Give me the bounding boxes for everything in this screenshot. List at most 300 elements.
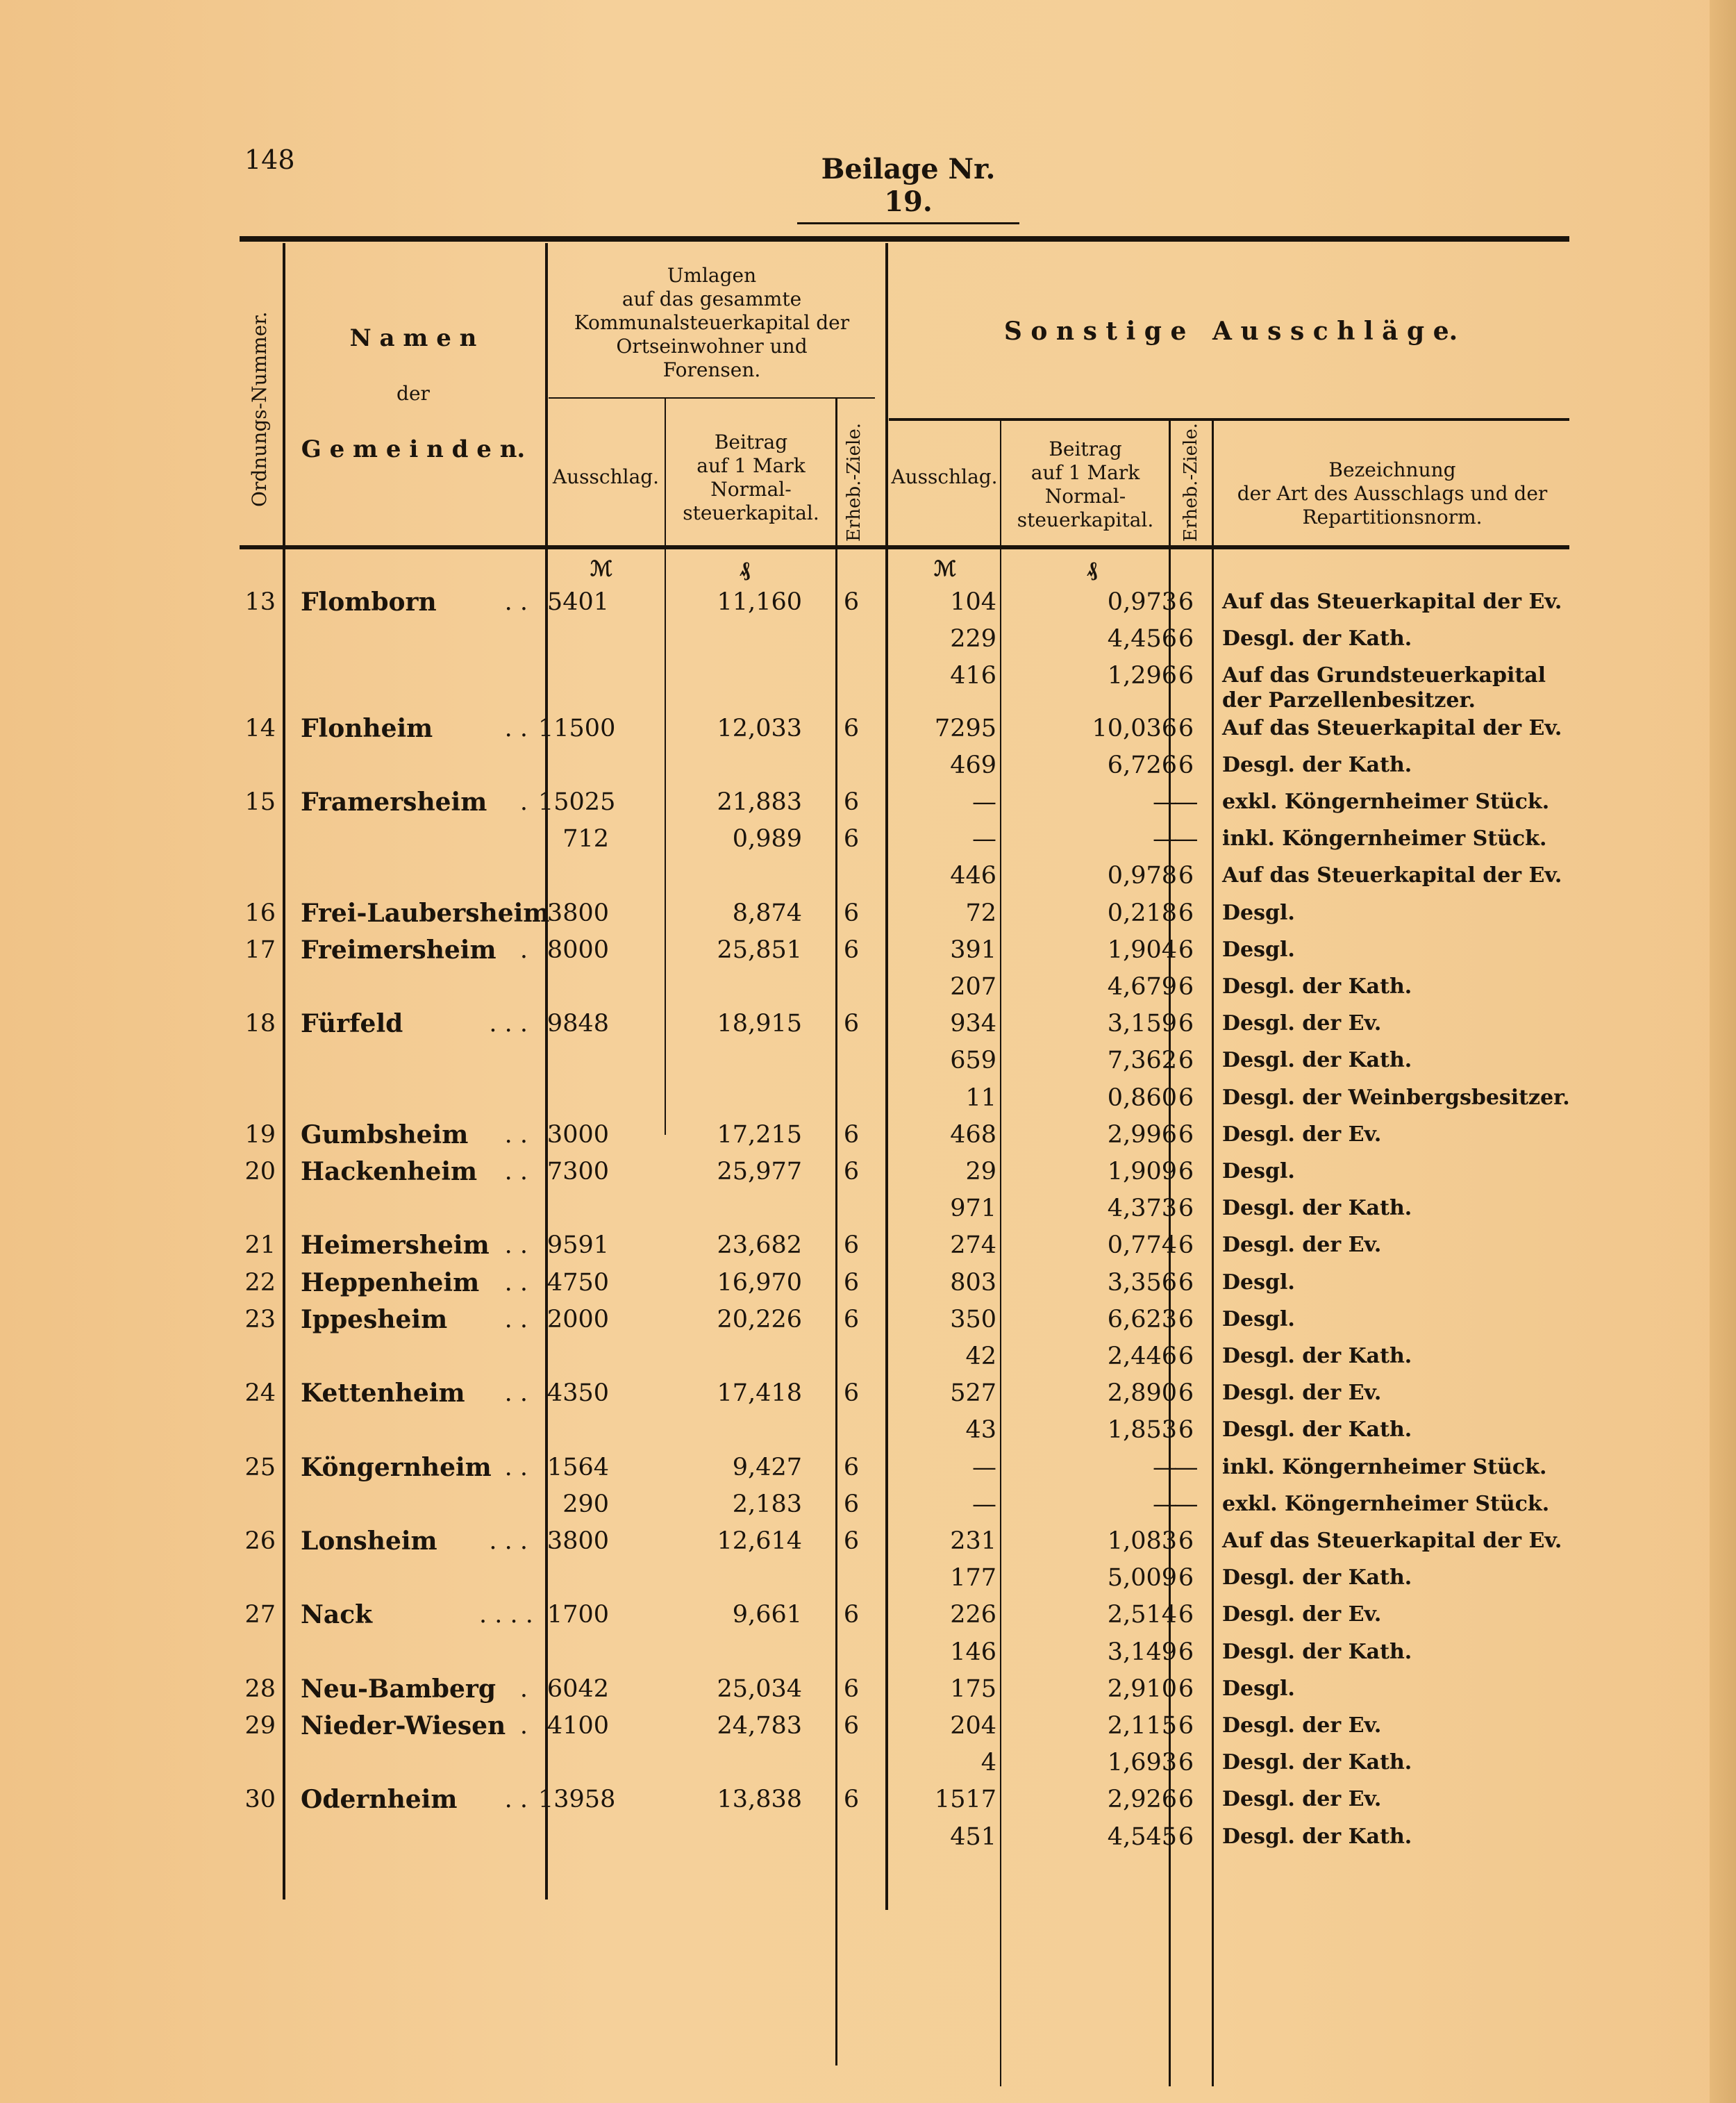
umlagen-erheb-ziele: 6 <box>843 588 860 616</box>
sonstige-bezeichnung: Desgl. der Kath. <box>1222 1196 1412 1221</box>
umlagen-beitrag-header-line1: Beitrag <box>714 431 788 454</box>
sonstige-erheb-ziele: 6 <box>1178 1638 1194 1666</box>
sonstige-beitrag: 2,996 <box>1107 1120 1177 1149</box>
sonstige-beitrag: 6,623 <box>1107 1305 1177 1333</box>
sonstige-ausschlag: 446 <box>950 862 996 890</box>
leader-dots: . . <box>504 1453 528 1481</box>
sonstige-ausschlag: 226 <box>950 1601 996 1629</box>
leader-dots <box>479 1634 528 1671</box>
sonstige-bezeichnung: Auf das Steuerkapital der Ev. <box>1222 863 1562 888</box>
municipality-name: Gumbsheim <box>301 1120 469 1149</box>
sonstige-ausschlag: 72 <box>965 899 996 927</box>
leader-dots: . <box>519 936 528 964</box>
umlagen-header-line2: auf das gesammte <box>621 288 802 310</box>
umlagen-beitrag: 9,427 <box>732 1453 802 1481</box>
sonstige-ausschlag: — <box>972 1453 996 1481</box>
umlagen-erheb-ziele <box>838 968 865 1006</box>
sonstige-bezeichnung: Desgl. der Kath. <box>1222 752 1412 777</box>
sonstige-beitrag-header-line4: steuerkapital. <box>1017 508 1154 531</box>
umlagen-ausschlag: 11500 <box>538 714 616 742</box>
row-number <box>240 1818 276 1856</box>
umlagen-beitrag: 23,682 <box>717 1231 802 1260</box>
municipality-name: Framersheim <box>301 788 487 817</box>
row-number <box>240 1079 276 1117</box>
table-row <box>240 747 1569 784</box>
municipality-name: Neu-Bamberg <box>301 1674 496 1704</box>
sonstige-beitrag: 1,904 <box>1107 936 1177 964</box>
umlagen-ausschlag <box>538 1411 609 1449</box>
table-row <box>240 1781 1569 1818</box>
umlagen-erheb-ziele <box>838 1079 865 1117</box>
sonstige-beitrag: 5,009 <box>1107 1564 1177 1593</box>
umlagen-erheb-ziele: 6 <box>843 1453 860 1481</box>
umlagen-ausschlag: 5401 <box>546 588 609 616</box>
sonstige-ausschlag: 11 <box>965 1083 996 1112</box>
sonstige-erheb-ziele: 6 <box>1178 1268 1194 1297</box>
sonstige-ausschlag: — <box>972 1490 996 1518</box>
sonstige-beitrag: — <box>1153 1453 1177 1481</box>
row-number <box>240 857 276 895</box>
umlagen-beitrag: 2,183 <box>732 1490 802 1518</box>
leader-dots: . . . <box>489 1527 528 1555</box>
umlagen-beitrag <box>663 1634 802 1671</box>
umlagen-beitrag: 11,160 <box>717 588 802 616</box>
sonstige-beitrag: 4,456 <box>1107 625 1177 654</box>
umlagen-beitrag <box>663 1559 802 1597</box>
sonstige-bezeichnung: Desgl. der Kath. <box>1222 1565 1412 1590</box>
leader-dots <box>479 747 528 784</box>
sonstige-bezeichnung: Desgl. der Ev. <box>1222 1011 1382 1036</box>
umlagen-erheb-ziele <box>838 1042 865 1079</box>
umlagen-erheb-ziele <box>838 1559 865 1597</box>
leader-dots: . . <box>504 1305 528 1333</box>
unit-mark-umlagen: ℳ <box>590 557 613 581</box>
umlagen-erheb-ziele: 6 <box>843 936 860 964</box>
umlagen-erheb-ziele: 6 <box>843 1305 860 1333</box>
umlagen-ausschlag: 712 <box>562 825 609 854</box>
row-number <box>240 1411 276 1449</box>
municipality-name: Fürfeld <box>301 1009 403 1039</box>
umlagen-ausschlag <box>538 1744 609 1781</box>
umlagen-beitrag-header-line2: auf 1 Mark <box>696 454 806 477</box>
sonstige-bezeichnung: Desgl. <box>1222 1676 1295 1701</box>
row-number <box>240 1042 276 1079</box>
row-number: 16 <box>244 899 276 927</box>
sonstige-bezeichnung: Auf das Steuerkapital der Ev. <box>1222 1529 1562 1553</box>
sonstige-ausschlag: 350 <box>950 1305 996 1333</box>
leader-dots: . . <box>504 1231 528 1260</box>
sonstige-erheb-header: Erheb.-Ziele. <box>1180 423 1201 542</box>
sonstige-beitrag: 4,373 <box>1107 1195 1177 1223</box>
sonstige-beitrag: 1,909 <box>1107 1158 1177 1186</box>
sonstige-erheb-ziele: 6 <box>1178 1749 1194 1777</box>
leader-dots: . . . <box>489 1010 528 1038</box>
sonstige-erheb-ziele: 6 <box>1178 1416 1194 1445</box>
bezeichnung-header-line2: der Art des Ausschlags und der <box>1237 482 1548 505</box>
umlagen-erheb-header: Erheb.-Ziele. <box>844 423 865 542</box>
row-number <box>240 1634 276 1671</box>
sonstige-ausschlag-header: Ausschlag. <box>891 465 998 488</box>
umlagen-beitrag <box>663 1079 802 1117</box>
umlagen-header-line1: Umlagen <box>667 264 757 287</box>
municipality-name: Heimersheim <box>301 1231 490 1261</box>
sonstige-beitrag: 2,890 <box>1107 1379 1177 1408</box>
umlagen-erheb-ziele <box>838 1190 865 1227</box>
umlagen-erheb-ziele: 6 <box>843 1527 860 1555</box>
table-row <box>240 1190 1569 1227</box>
umlagen-erheb-ziele: 6 <box>843 714 860 742</box>
sonstige-erheb-ziele: 6 <box>1178 662 1194 690</box>
sonstige-erheb-ziele: — <box>1174 825 1199 854</box>
table-row <box>240 1559 1569 1597</box>
municipality-name: Ippesheim <box>301 1304 448 1334</box>
umlagen-ausschlag-header: Ausschlag. <box>552 465 660 488</box>
sonstige-ausschlag: 451 <box>950 1822 996 1851</box>
umlagen-ausschlag: 2000 <box>546 1305 609 1333</box>
municipality-name: Freimersheim <box>301 935 496 965</box>
table-row <box>240 1116 1569 1154</box>
bezeichnung-header-line1: Bezeichnung <box>1328 458 1456 481</box>
sonstige-erheb-ziele: — <box>1174 1490 1199 1518</box>
sonstige-ausschlag: 29 <box>965 1158 996 1186</box>
municipal-tax-table <box>240 236 1569 1903</box>
table-row <box>240 895 1569 932</box>
umlagen-erheb-ziele <box>838 857 865 895</box>
sonstige-erheb-ziele: 6 <box>1178 1527 1194 1555</box>
sonstige-ausschlag: — <box>972 788 996 816</box>
table-row <box>240 1596 1569 1634</box>
sonstige-beitrag: 3,159 <box>1107 1010 1177 1038</box>
umlagen-beitrag: 8,874 <box>732 899 802 927</box>
sonstige-ausschlag: 659 <box>950 1047 996 1075</box>
sonstige-beitrag: 6,726 <box>1107 751 1177 779</box>
sonstige-ausschlag: 104 <box>950 588 996 616</box>
table-row <box>240 820 1569 858</box>
leader-dots <box>479 1338 528 1375</box>
sonstige-ausschlag: 391 <box>950 936 996 964</box>
umlagen-erheb-ziele: 6 <box>843 1674 860 1703</box>
sonstige-erheb-ziele: 6 <box>1178 1674 1194 1703</box>
sonstige-beitrag: 1,693 <box>1107 1749 1177 1777</box>
row-number <box>240 1190 276 1227</box>
leader-dots: . . <box>504 1786 528 1814</box>
table-row <box>240 1005 1569 1042</box>
sonstige-bezeichnung: Auf das Steuerkapital der Ev. <box>1222 590 1562 614</box>
sonstige-bezeichnung: Desgl. der Ev. <box>1222 1713 1382 1738</box>
table-row <box>240 1153 1569 1190</box>
sonstige-erheb-ziele: 6 <box>1178 899 1194 927</box>
umlagen-beitrag <box>663 1744 802 1781</box>
municipality-name: Kettenheim <box>301 1379 465 1408</box>
row-number: 15 <box>244 788 276 816</box>
sonstige-bezeichnung: Desgl. der Kath. <box>1222 1418 1412 1443</box>
row-number: 18 <box>244 1010 276 1038</box>
table-row <box>240 1264 1569 1302</box>
umlagen-beitrag <box>663 620 802 658</box>
page-edge <box>1710 0 1736 2103</box>
sonstige-beitrag: 4,679 <box>1107 973 1177 1001</box>
sonstige-erheb-ziele: 6 <box>1178 1343 1194 1370</box>
umlagen-erheb-ziele: 6 <box>843 1786 860 1814</box>
leader-dots <box>479 968 528 1006</box>
sonstige-erheb-ziele: 6 <box>1178 625 1194 654</box>
sonstige-erheb-ziele: 6 <box>1178 936 1194 964</box>
umlagen-erheb-ziele: 6 <box>843 825 860 854</box>
umlagen-ausschlag <box>538 1818 609 1856</box>
sonstige-erheb-ziele: 6 <box>1178 1601 1194 1629</box>
leader-dots <box>479 857 528 895</box>
umlagen-ausschlag <box>538 1559 609 1597</box>
sonstige-beitrag: 2,910 <box>1107 1674 1177 1703</box>
leader-dots <box>479 1411 528 1449</box>
sonstige-bezeichnung: Desgl. der Kath. <box>1222 626 1412 651</box>
umlagen-ausschlag <box>538 620 609 658</box>
col-name-header-line2: der <box>397 382 430 405</box>
umlagen-ausschlag: 13958 <box>538 1786 616 1814</box>
sonstige-ausschlag: 229 <box>950 625 996 654</box>
umlagen-beitrag: 25,851 <box>717 936 802 964</box>
sonstige-beitrag: 3,356 <box>1107 1268 1177 1297</box>
leader-dots: . . <box>504 1379 528 1408</box>
sonstige-beitrag: 0,774 <box>1107 1231 1177 1260</box>
sonstige-ausschlag: 274 <box>950 1231 996 1260</box>
row-number <box>240 620 276 658</box>
umlagen-erheb-ziele: 6 <box>843 1601 860 1629</box>
row-number <box>240 820 276 858</box>
sonstige-beitrag-header-line3: Normal- <box>1044 485 1126 508</box>
umlagen-ausschlag: 3800 <box>546 1527 609 1555</box>
sonstige-ausschlag: 469 <box>950 751 996 779</box>
sonstige-bezeichnung: Desgl. <box>1222 1159 1295 1183</box>
sonstige-bezeichnung: Desgl. der Kath. <box>1222 1048 1412 1073</box>
municipality-name: Flomborn <box>301 588 437 617</box>
municipality-name: Odernheim <box>301 1785 458 1815</box>
municipality-name: Köngernheim <box>301 1452 492 1482</box>
umlagen-beitrag <box>663 1190 802 1227</box>
umlagen-ausschlag <box>538 857 609 895</box>
umlagen-erheb-ziele: 6 <box>843 1231 860 1260</box>
umlagen-erheb-ziele <box>838 1338 865 1375</box>
row-number <box>240 1486 276 1523</box>
col-name-header-line3: G e m e i n d e n. <box>301 435 526 463</box>
table-row <box>240 857 1569 895</box>
row-number: 13 <box>244 588 276 616</box>
umlagen-header-line3: Kommunalsteuerkapital der <box>574 311 850 334</box>
sonstige-bezeichnung: Desgl. der Ev. <box>1222 1233 1382 1258</box>
sonstige-beitrag: — <box>1153 825 1177 854</box>
sonstige-ausschlag: 527 <box>950 1379 996 1408</box>
umlagen-beitrag: 16,970 <box>717 1268 802 1297</box>
sonstige-ausschlag: 803 <box>950 1268 996 1297</box>
umlagen-beitrag: 18,915 <box>717 1010 802 1038</box>
leader-dots <box>479 1486 528 1523</box>
sonstige-erheb-ziele: 6 <box>1178 1083 1194 1112</box>
umlagen-erheb-ziele <box>838 657 865 695</box>
row-number: 30 <box>244 1786 276 1814</box>
sonstige-erheb-ziele: 6 <box>1178 862 1194 890</box>
umlagen-beitrag <box>663 1338 802 1375</box>
sonstige-erheb-ziele: 6 <box>1178 751 1194 779</box>
leader-dots <box>479 1190 528 1227</box>
umlagen-beitrag-header-line4: steuerkapital. <box>683 501 819 524</box>
table-row <box>240 1042 1569 1079</box>
table-row <box>240 931 1569 969</box>
umlagen-ausschlag: 4100 <box>546 1712 609 1740</box>
unit-mark-sonstige: ℳ <box>934 557 957 581</box>
umlagen-ausschlag: 8000 <box>546 936 609 964</box>
municipality-name: Nieder-Wiesen <box>301 1711 506 1740</box>
table-row <box>240 1634 1569 1671</box>
umlagen-beitrag <box>663 968 802 1006</box>
row-number <box>240 657 276 695</box>
sonstige-ausschlag: — <box>972 825 996 854</box>
umlagen-ausschlag: 7300 <box>546 1158 609 1186</box>
umlagen-beitrag <box>663 1411 802 1449</box>
table-top-rule <box>240 236 1569 242</box>
sonstige-beitrag: 7,362 <box>1107 1047 1177 1075</box>
sonstige-beitrag: 2,514 <box>1107 1601 1177 1629</box>
umlagen-erheb-ziele: 6 <box>843 1010 860 1038</box>
sonstige-beitrag: 2,446 <box>1107 1343 1177 1370</box>
umlagen-beitrag: 25,034 <box>717 1674 802 1703</box>
umlagen-erheb-ziele <box>838 620 865 658</box>
sonstige-beitrag: — <box>1153 788 1177 816</box>
sonstige-beitrag: 2,115 <box>1107 1712 1177 1740</box>
umlagen-beitrag <box>663 1042 802 1079</box>
sonstige-bezeichnung: Auf das Grundsteuerkapital der Parzellenbesitzer. <box>1222 663 1546 713</box>
sonstige-bezeichnung: Desgl. <box>1222 937 1295 962</box>
sonstige-erheb-ziele: 6 <box>1178 1564 1194 1593</box>
leader-dots: . . <box>504 1158 528 1186</box>
sonstige-ausschlag: 207 <box>950 973 996 1001</box>
table-row <box>240 1818 1569 1856</box>
municipality-name: Hackenheim <box>301 1157 478 1186</box>
table-row <box>240 1707 1569 1745</box>
umlagen-ausschlag: 1700 <box>546 1601 609 1629</box>
umlagen-ausschlag: 3800 <box>546 899 609 927</box>
umlagen-beitrag: 0,989 <box>732 825 802 854</box>
unit-pf-sonstige: ₰ <box>1087 557 1097 581</box>
sonstige-ausschlag: 204 <box>950 1712 996 1740</box>
umlagen-divider <box>549 397 875 399</box>
sonstige-bezeichnung: Desgl. <box>1222 1306 1295 1331</box>
row-number <box>240 1744 276 1781</box>
sonstige-bezeichnung: Desgl. der Kath. <box>1222 1824 1412 1849</box>
leader-dots <box>479 895 528 932</box>
table-row <box>240 1227 1569 1264</box>
leader-dots: . . . . <box>479 1601 533 1629</box>
leader-dots <box>479 620 528 658</box>
umlagen-erheb-ziele <box>838 1634 865 1671</box>
umlagen-beitrag: 17,215 <box>717 1120 802 1149</box>
row-number: 20 <box>244 1158 276 1186</box>
umlagen-ausschlag <box>538 747 609 784</box>
table-row <box>240 620 1569 658</box>
leader-dots <box>479 1744 528 1781</box>
umlagen-header-line4: Ortseinwohner und <box>616 335 808 358</box>
umlagen-beitrag: 17,418 <box>717 1379 802 1408</box>
leader-dots <box>479 657 528 695</box>
leader-dots <box>479 1559 528 1597</box>
umlagen-ausschlag: 9591 <box>546 1231 609 1260</box>
sonstige-erheb-ziele: 6 <box>1178 1379 1194 1408</box>
umlagen-ausschlag <box>538 1338 609 1375</box>
umlagen-erheb-ziele: 6 <box>843 788 860 816</box>
umlagen-beitrag: 13,838 <box>717 1786 802 1814</box>
umlagen-ausschlag: 1564 <box>546 1453 609 1481</box>
umlagen-erheb-ziele <box>838 747 865 784</box>
table-row <box>240 783 1569 821</box>
row-number: 27 <box>244 1601 276 1629</box>
leader-dots <box>479 1079 528 1117</box>
sonstige-beitrag: 0,860 <box>1107 1083 1177 1112</box>
table-row <box>240 1079 1569 1117</box>
sonstige-ausschlag: 4 <box>980 1749 996 1777</box>
row-number <box>240 968 276 1006</box>
umlagen-erheb-ziele: 6 <box>843 1712 860 1740</box>
sonstige-ausschlag: 468 <box>950 1120 996 1149</box>
sonstige-ausschlag: 175 <box>950 1674 996 1703</box>
leader-dots: . . <box>504 1120 528 1149</box>
umlagen-ausschlag <box>538 968 609 1006</box>
umlagen-ausschlag <box>538 1042 609 1079</box>
col-number-header: Ordnungs-Nummer. <box>248 311 271 507</box>
table-row <box>240 1411 1569 1449</box>
umlagen-beitrag: 20,226 <box>717 1305 802 1333</box>
sonstige-bezeichnung: exkl. Köngernheimer Stück. <box>1222 790 1550 814</box>
row-number <box>240 1559 276 1597</box>
umlagen-erheb-ziele: 6 <box>843 1120 860 1149</box>
row-number <box>240 1338 276 1375</box>
umlagen-beitrag: 24,783 <box>717 1712 802 1740</box>
row-number: 21 <box>244 1231 276 1260</box>
umlagen-beitrag <box>663 1818 802 1856</box>
sonstige-bezeichnung: inkl. Köngernheimer Stück. <box>1222 1454 1547 1479</box>
sonstige-erheb-ziele: 6 <box>1178 1822 1194 1851</box>
sonstige-beitrag: 2,926 <box>1107 1786 1177 1814</box>
sonstige-bezeichnung: Desgl. <box>1222 1270 1295 1295</box>
col-name-header-line1: N a m e n <box>349 324 477 352</box>
bezeichnung-header-line3: Repartitionsnorm. <box>1302 506 1483 529</box>
umlagen-erheb-ziele: 6 <box>843 1490 860 1518</box>
umlagen-ausschlag: 6042 <box>546 1674 609 1703</box>
row-number: 22 <box>244 1268 276 1297</box>
municipality-name: Flonheim <box>301 713 433 743</box>
umlagen-erheb-ziele <box>838 1411 865 1449</box>
umlagen-beitrag: 25,977 <box>717 1158 802 1186</box>
umlagen-ausschlag: 9848 <box>546 1010 609 1038</box>
sonstige-ausschlag: 934 <box>950 1010 996 1038</box>
umlagen-beitrag: 21,883 <box>717 788 802 816</box>
sonstige-beitrag: 3,149 <box>1107 1638 1177 1666</box>
row-number: 23 <box>244 1305 276 1333</box>
sonstige-erheb-ziele: 6 <box>1178 714 1194 742</box>
municipality-name: Lonsheim <box>301 1527 437 1556</box>
sonstige-beitrag: 10,036 <box>1092 714 1177 742</box>
sonstige-erheb-ziele: 6 <box>1178 1712 1194 1740</box>
table-row <box>240 1338 1569 1375</box>
sonstige-beitrag: 0,218 <box>1107 899 1177 927</box>
municipality-name: Frei-Laubersheim <box>301 898 550 928</box>
sonstige-erheb-ziele: — <box>1174 788 1199 816</box>
umlagen-ausschlag: 4750 <box>546 1268 609 1297</box>
page-number: 148 <box>244 144 295 175</box>
sonstige-beitrag: 1,853 <box>1107 1416 1177 1445</box>
umlagen-erheb-ziele: 6 <box>843 1379 860 1408</box>
row-number <box>240 747 276 784</box>
sonstige-erheb-ziele: 6 <box>1178 1195 1194 1223</box>
sonstige-bezeichnung: exkl. Köngernheimer Stück. <box>1222 1491 1550 1516</box>
